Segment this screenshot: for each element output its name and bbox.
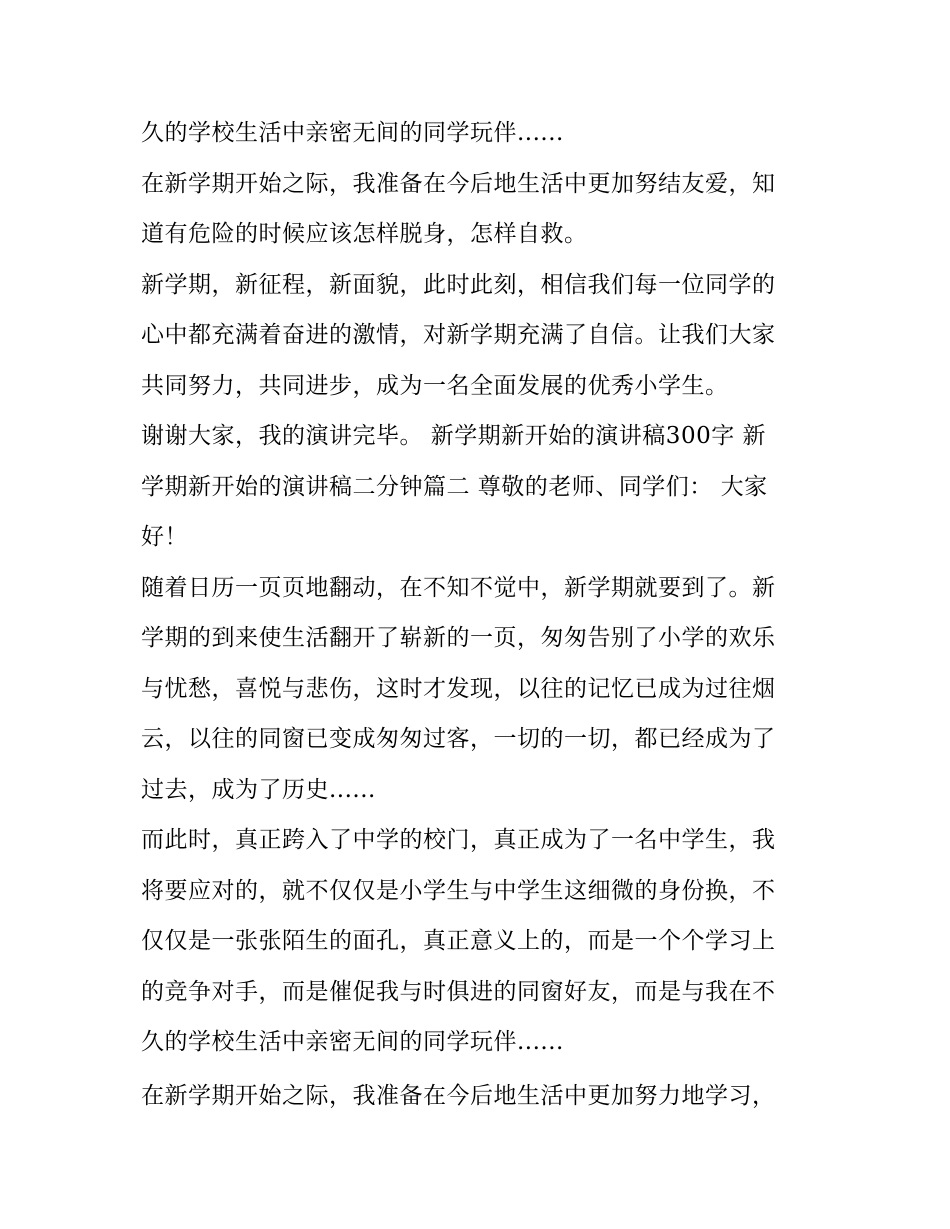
text-line: 云，以往的同窗已变成匆匆过客，一切的一切，都已经成为了 xyxy=(141,726,776,752)
text-line: 的竞争对手，而是催促我与时俱进的同窗好友，而是与我在不 xyxy=(141,978,776,1005)
text-line: 过去，成为了历史...... xyxy=(141,776,376,803)
text-line: 久的学校生活中亲密无间的同学玩伴...... xyxy=(141,1029,564,1055)
text-line: 学期新开始的演讲稿二分钟篇二 尊敬的老师、同学们： 大家 xyxy=(141,473,768,500)
text-line: 随着日历一页页地翻动，在不知不觉中，新学期就要到了。新 xyxy=(141,574,776,601)
text-line: 仅仅是一张张陌生的面孔，真正意义上的，而是一个个学习上 xyxy=(141,928,776,954)
text-line: 好！ xyxy=(141,524,188,550)
text-line: 与忧愁，喜悦与悲伤，这时才发现，以往的记忆已成为过往烟 xyxy=(141,675,776,702)
text-line: 谢谢大家，我的演讲完毕。 新学期新开始的演讲稿300字 新 xyxy=(141,423,767,449)
text-line: 心中都充满着奋进的激情，对新学期充满了自信。让我们大家 xyxy=(141,322,776,348)
text-line: 将要应对的，就不仅仅是小学生与中学生这细微的身份换，不 xyxy=(141,877,776,904)
text-line: 新学期，新征程，新面貌，此时此刻，相信我们每一位同学的 xyxy=(141,271,776,298)
text-line: 在新学期开始之际，我准备在今后地生活中更加努力地学习， xyxy=(141,1082,776,1109)
text-line: 学期的到来使生活翻开了崭新的一页，匆匆告别了小学的欢乐 xyxy=(141,625,776,651)
text-line: 在新学期开始之际，我准备在今后地生活中更加努结友爱，知 xyxy=(141,170,776,197)
text-line: 道有危险的时候应该怎样脱身，怎样自救。 xyxy=(141,221,588,247)
text-line: 而此时，真正跨入了中学的校门，真正成为了一名中学生，我 xyxy=(141,827,776,853)
document-body xyxy=(141,108,813,1121)
text-line: 共同努力，共同进步，成为一名全面发展的优秀小学生。 xyxy=(141,372,729,399)
text-line: 久的学校生活中亲密无间的同学玩伴...... xyxy=(141,120,564,146)
